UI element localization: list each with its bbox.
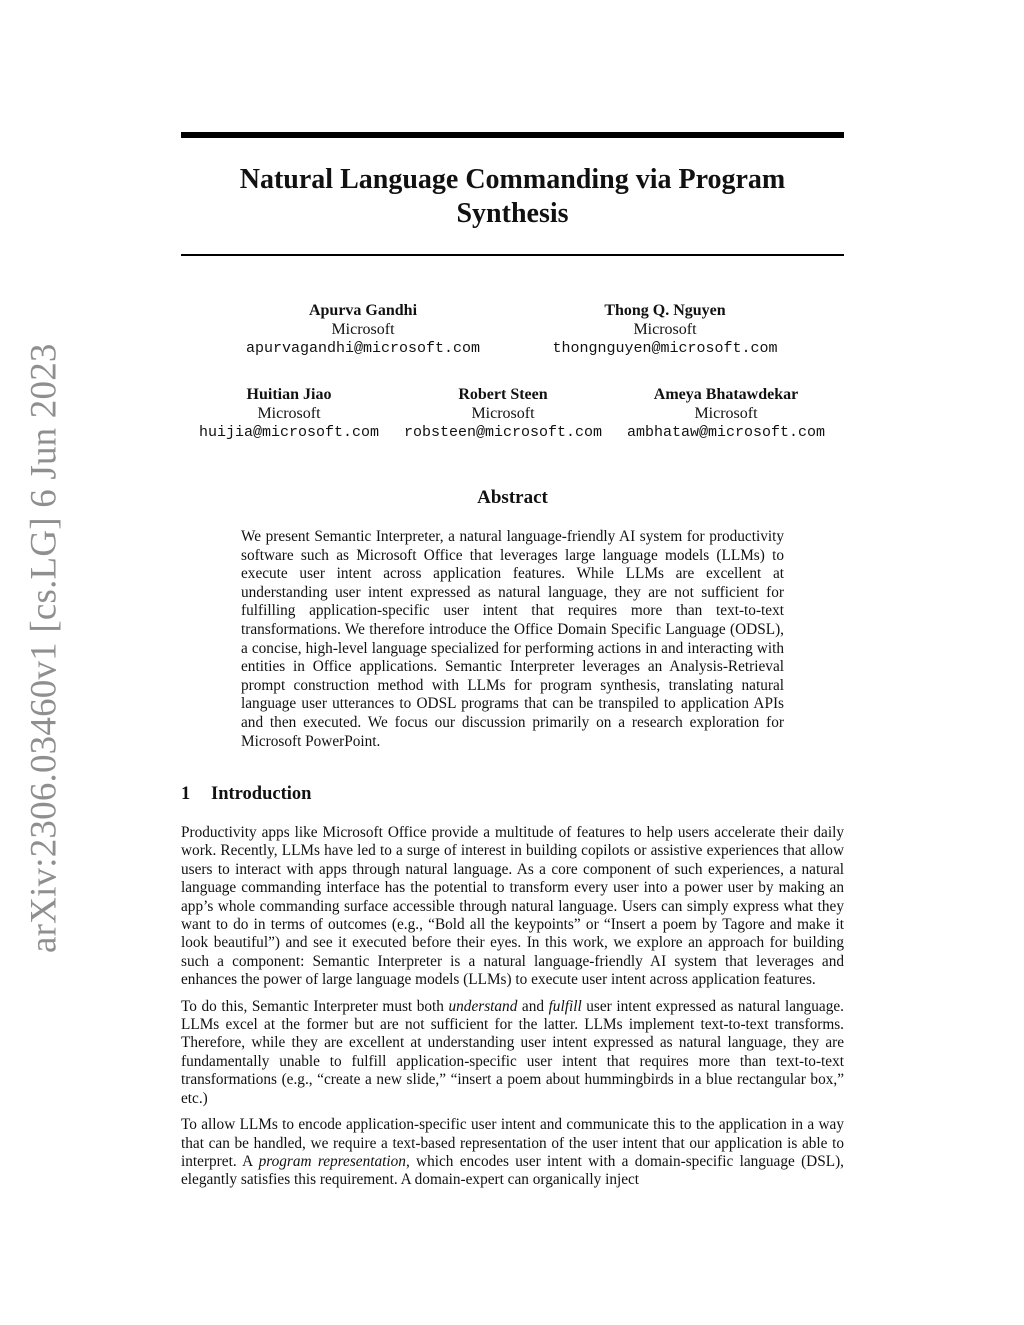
paragraph: Productivity apps like Microsoft Office provide a multitude of features to help users accelerate their daily work. Recently, LLMs have led to a surge of interest in building copilots or assistive experiences that allow users to interact with apps through natural language. As a core component of such experiences, a natural language commanding interface has the potential to transform every user into a power user by making an app’s whole commanding surface accessible through natural language. Users can simply express what they want to do in terms of outcomes (e.g., “Bold all the keypoints” or “Insert a poem by Tagore and make it look beautiful”) and see it executed before their eyes. In this work, we explore an approach for building such a component: Semantic Interpreter is a natural language-friendly AI system that leverages and enhances the power of large language models (LLMs) to execute user intent across application features. <box>181 824 844 989</box>
introduction-body <box>181 824 844 1198</box>
section-title: Introduction <box>211 784 312 804</box>
paragraph-text: To do this, Semantic Interpreter must both <box>181 997 449 1015</box>
author-block <box>515 301 815 358</box>
paragraph <box>181 998 844 1108</box>
title-top-rule <box>181 132 844 138</box>
author-affiliation: Microsoft <box>257 405 321 422</box>
paragraph <box>181 1116 844 1190</box>
author-name: Huitian Jiao <box>246 386 332 403</box>
author-affiliation: Microsoft <box>694 405 758 422</box>
author-block <box>398 385 608 442</box>
paragraph-text: , which encodes user intent with a domain-specific language (DSL), elegantly satisfies this requirement. A domain-expert can organically inject <box>181 1152 844 1189</box>
author-affiliation: Microsoft <box>471 405 535 422</box>
section-number: 1 <box>181 784 191 804</box>
author-email: robsteen@microsoft.com <box>403 424 603 441</box>
paper-title: Natural Language Commanding via Program Synthesis <box>239 164 786 229</box>
author-block <box>616 385 836 442</box>
author-name: Apurva Gandhi <box>308 302 418 319</box>
author-block <box>189 385 389 442</box>
paragraph-text: To allow LLMs to encode application-specific user intent and communicate this to the application in a way that can be handled, we require a text-based representation of the user intent that our application is able to interpret. A <box>181 1116 844 1170</box>
author-email: ambhataw@microsoft.com <box>626 424 826 441</box>
paragraph-text: user intent expressed as natural language. LLMs excel at the former but are not sufficient for the latter. LLMs implement text-to-text transforms. Therefore, while they are excellent at understanding user intent expressed as natural language, they are fundamentally unable to fulfill application-specific user intent that requires more than text-to-text transformations (e.g., “create a new slide,” “insert a poem about hummingbirds in a blue rectangular box,” etc.) <box>181 997 844 1107</box>
paragraph-text: and <box>517 997 549 1015</box>
abstract-text: We present Semantic Interpreter, a natural language-friendly AI system for productivity software such as Microsoft Office that leverages large language models (LLMs) to execute user intent across application features. While LLMs are excellent at understanding user intent expressed as natural language, they are not sufficient for fulfilling application-specific user intent that requires more than text-to-text transformations. We therefore introduce the Office Domain Specific Language (ODSL), a concise, high-level language specialized for performing actions in and interacting with entities in Office applications. Semantic Interpreter leverages an Analysis-Retrieval prompt construction method with LLMs for program synthesis, translating natural language user utterances to ODSL programs that can be transpiled to application APIs and then executed. We focus our discussion primarily on a research exploration for Microsoft PowerPoint. <box>241 528 784 750</box>
emphasis-text: understand <box>448 997 518 1015</box>
author-name: Ameya Bhatawdekar <box>653 386 799 403</box>
author-affiliation: Microsoft <box>331 321 395 338</box>
author-affiliation: Microsoft <box>633 321 697 338</box>
arxiv-identifier-stamp: arXiv:2306.03460v1 [cs.LG] 6 Jun 2023 <box>23 343 65 953</box>
title-bottom-rule <box>181 254 844 256</box>
emphasis-text: program representation <box>258 1152 406 1170</box>
author-name: Thong Q. Nguyen <box>604 302 726 319</box>
author-email: apurvagandhi@microsoft.com <box>245 340 481 357</box>
abstract-heading: Abstract <box>477 487 548 508</box>
section-heading-introduction <box>181 784 311 805</box>
emphasis-text: fulfill <box>548 997 582 1015</box>
author-block <box>213 301 513 358</box>
author-email: huijia@microsoft.com <box>198 424 380 441</box>
author-email: thongnguyen@microsoft.com <box>552 340 778 357</box>
author-name: Robert Steen <box>458 386 548 403</box>
